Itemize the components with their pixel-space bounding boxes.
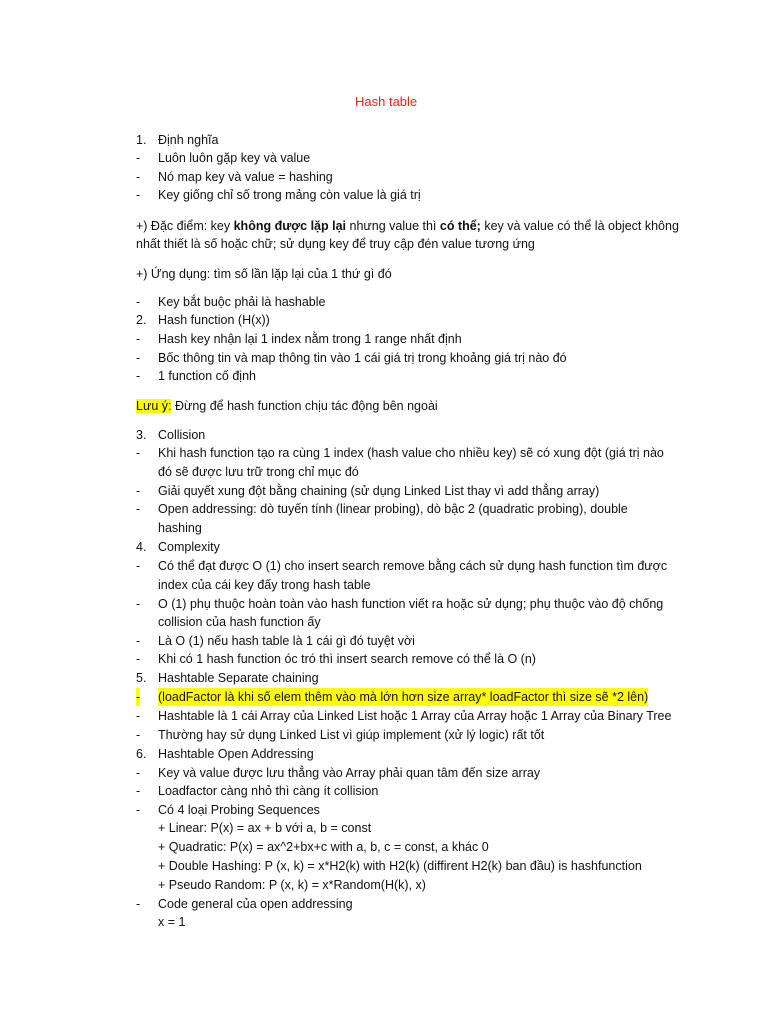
- bullet-marker: -: [136, 709, 141, 723]
- list-item-text: + Pseudo Random: P (x, k) = x*Random(H(k), x): [158, 878, 426, 892]
- bullet-marker: -: [136, 446, 141, 460]
- numbered-marker: 4.: [136, 540, 147, 554]
- list-item-text: Định nghĩa: [158, 133, 219, 147]
- bullet-marker: -: [136, 351, 141, 365]
- numbered-marker: 3.: [136, 428, 147, 442]
- text-segment: nhưng value thì: [346, 219, 440, 233]
- bullet-marker: -: [136, 484, 141, 498]
- numbered-marker: 2.: [136, 313, 147, 327]
- paragraph-line: +) Ứng dụng: tìm số lần lặp lại của 1 thứ gì đó: [136, 267, 392, 281]
- list-item-text: Code general của open addressing: [158, 897, 353, 911]
- list-item-text: Hashtable Separate chaining: [158, 671, 319, 685]
- bullet-marker: -: [136, 170, 141, 184]
- list-item-text: Luôn luôn gặp key và value: [158, 151, 311, 165]
- list-item-text: index của cái key đấy trong hash table: [158, 578, 371, 592]
- list-item-text: Thường hay sử dụng Linked List vì giúp implement (xử lý logic) rất tốt: [158, 728, 545, 742]
- bullet-marker: -: [136, 559, 141, 573]
- bullet-marker: -: [136, 690, 141, 704]
- bullet-marker: -: [136, 369, 141, 383]
- bullet-marker: -: [136, 188, 141, 202]
- list-item-text: Key giống chỉ số trong mảng còn value là giá trị: [158, 188, 421, 202]
- list-item-text: + Quadratic: P(x) = ax^2+bx+c with a, b, c = const, a khác 0: [158, 840, 489, 854]
- list-item-text: hashing: [158, 521, 202, 535]
- bold-text: có thể;: [439, 219, 481, 233]
- bullet-marker: -: [136, 803, 141, 817]
- list-item-text: 1 function cố định: [158, 369, 256, 383]
- list-item-text: x = 1: [158, 915, 186, 929]
- list-item-text: Khi có 1 hash function óc tró thì insert search remove có thể là O (n): [158, 652, 536, 666]
- list-item-text: Open addressing: dò tuyến tính (linear probing), dò bậc 2 (quadratic probing), double: [158, 502, 628, 516]
- bullet-marker: -: [136, 728, 141, 742]
- text-segment: +) Đặc điểm: key: [136, 219, 234, 233]
- list-item-text: O (1) phụ thuộc hoàn toàn vào hash function viết ra hoặc sử dụng; phụ thuộc vào độ chống: [158, 597, 664, 611]
- bullet-marker: -: [136, 784, 141, 798]
- list-item-text: Khi hash function tạo ra cùng 1 index (hash value cho nhiều key) sẽ có xung đột (giá trị nào: [158, 446, 664, 460]
- numbered-marker: 6.: [136, 747, 147, 761]
- list-item-text: Key và value được lưu thẳng vào Array phải quan tâm đến size array: [158, 766, 541, 780]
- list-item-text: Có thể đạt được O (1) cho insert search remove bằng cách sử dụng hash function tìm được: [158, 559, 668, 573]
- bullet-marker: -: [136, 652, 141, 666]
- highlighted-note-label: Lưu ý:: [136, 399, 172, 413]
- paragraph-line: [136, 217, 679, 235]
- list-item-text: + Linear: P(x) = ax + b với a, b = const: [158, 821, 372, 835]
- text-segment: key và value có thể là object không: [480, 219, 679, 233]
- text-segment: Đừng để hash function chịu tác động bên ngoài: [171, 399, 438, 413]
- list-item-text: Complexity: [158, 540, 220, 554]
- paragraph-line: nhất thiết là số hoặc chữ; sử dụng key để truy cập đén value tương ứng: [136, 237, 535, 251]
- list-item-text: Giải quyết xung đột bằng chaining (sử dụng Linked List thay vì add thẳng array): [158, 484, 600, 498]
- list-item-text: Hashtable là 1 cái Array của Linked List hoặc 1 Array của Array hoặc 1 Array của Binary Tree: [158, 709, 672, 723]
- bullet-marker: -: [136, 897, 141, 911]
- list-item-text: Hash function (H(x)): [158, 313, 270, 327]
- bullet-marker: -: [136, 332, 141, 346]
- bullet-marker: -: [136, 597, 141, 611]
- paragraph-line: [136, 397, 438, 415]
- list-item-text: Hashtable Open Addressing: [158, 747, 314, 761]
- numbered-marker: 1.: [136, 133, 147, 147]
- list-item-text: Bốc thông tin và map thông tin vào 1 cái giá trị trong khoảng giá trị nào đó: [158, 351, 567, 365]
- bullet-marker: -: [136, 151, 141, 165]
- list-item-text: Là O (1) nếu hash table là 1 cái gì đó tuyệt vời: [158, 634, 415, 648]
- bold-text: không được lặp lại: [233, 219, 347, 233]
- list-item-text: đó sẽ được lưu trữ trong chỉ mục đó: [158, 465, 359, 479]
- list-item-text: Loadfactor càng nhỏ thì càng ít collision: [158, 784, 379, 798]
- list-item-text: Nó map key và value = hashing: [158, 170, 333, 184]
- list-item-text: Collision: [158, 428, 206, 442]
- list-item-text: collision của hash function ấy: [158, 615, 321, 629]
- list-item-text: Key bắt buộc phải là hashable: [158, 295, 326, 309]
- bullet-marker: -: [136, 634, 141, 648]
- list-item-text: Hash key nhận lại 1 index nằm trong 1 range nhất định: [158, 332, 462, 346]
- numbered-marker: 5.: [136, 671, 147, 685]
- bullet-marker: -: [136, 766, 141, 780]
- document-title: Hash table: [355, 94, 418, 109]
- bullet-marker: -: [136, 295, 141, 309]
- list-item-text: + Double Hashing: P (x, k) = x*H2(k) with H2(k) (diffirent H2(k) ban đầu) is hashfunction: [158, 859, 642, 873]
- bullet-marker: -: [136, 502, 141, 516]
- list-item-text: (loadFactor là khi số elem thêm vào mà lớn hơn size array* loadFactor thì size sẽ *2 lên): [158, 690, 649, 704]
- list-item-text: Có 4 loại Probing Sequences: [158, 803, 320, 817]
